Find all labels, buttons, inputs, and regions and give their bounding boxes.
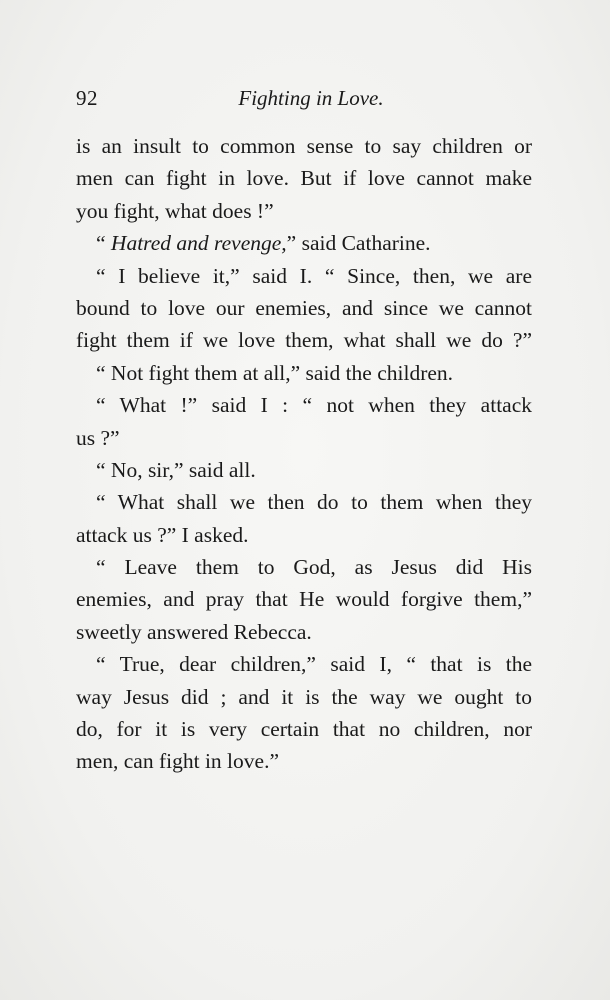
text-line: fight them if we love them, what shall we do ?” [76,328,532,353]
text-line: “ No, sir,” said all. [96,457,256,482]
page-header [76,86,532,116]
text-line: “ What shall we then do to them when they [96,490,532,515]
text-line: you fight, what does !” [76,198,274,223]
text-line [76,227,532,259]
text-line: “ I believe it,” said I. “ Since, then, we are [96,263,532,288]
text-line: us ?” [76,425,120,450]
text-line: enemies, and pray that He would forgive them,” [76,587,532,612]
text-line-pre: “ [96,231,111,256]
text-line: “ Not fight them at all,” said the children. [96,360,454,385]
text-line: “ True, dear children,” said I, “ that is the [96,652,532,677]
text-line: men can fight in love. But if love cannot make [76,166,532,191]
text-line: “ Leave them to God, as Jesus did His [96,555,532,580]
running-title: Fighting in Love. [238,86,384,110]
page-number: 92 [76,86,98,110]
text-line: sweetly answered Rebecca. [76,619,312,644]
body-text [76,130,532,778]
text-line-post: ” said Catharine. [286,231,431,256]
text-line: attack us ?” I asked. [76,522,249,547]
text-line: “ What !” said I : “ not when they attack [96,393,532,418]
text-line: way Jesus did ; and it is the way we ought to [76,684,532,709]
text-line: bound to love our enemies, and since we cannot [76,295,532,320]
text-line: is an insult to common sense to say children or [76,134,532,158]
text-line-italic: Hatred and revenge, [110,231,287,256]
text-line: men, can fight in love.” [76,749,279,774]
text-line: do, for it is very certain that no children, nor [76,717,532,742]
